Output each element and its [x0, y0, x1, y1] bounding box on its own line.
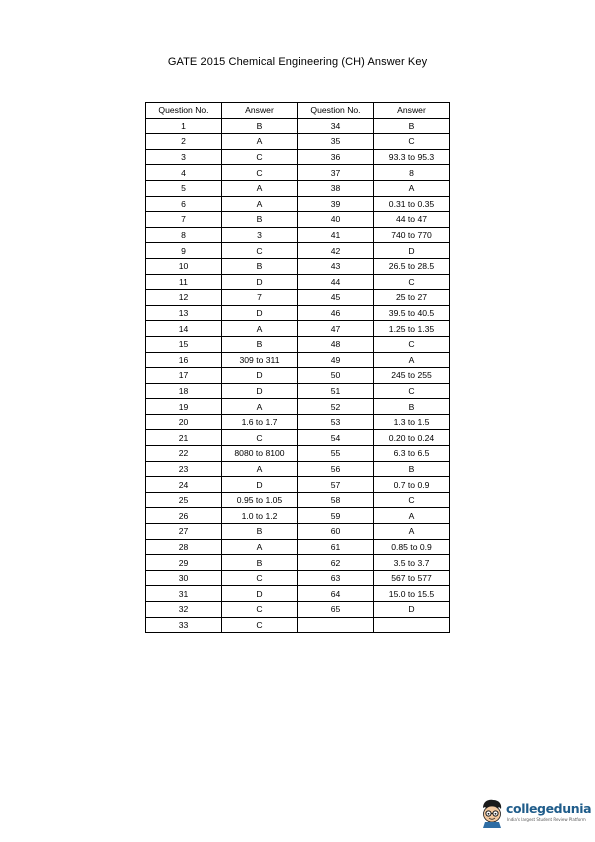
- table-row: [146, 227, 450, 243]
- cell-question-no-left: 30: [146, 570, 222, 586]
- table-row: [146, 321, 450, 337]
- cell-question-no-right: 47: [298, 321, 374, 337]
- cell-question-no-right: 44: [298, 274, 374, 290]
- page-title: GATE 2015 Chemical Engineering (CH) Answer Key: [167, 56, 428, 68]
- cell-question-no-right: 41: [298, 227, 374, 243]
- cell-answer-right: 44 to 47: [374, 212, 450, 228]
- cell-question-no-left: 20: [146, 414, 222, 430]
- cell-question-no-right: 52: [298, 399, 374, 415]
- cell-question-no-left: 4: [146, 165, 222, 181]
- header-answer-right: Answer: [374, 103, 450, 119]
- answer-key-table: [145, 102, 450, 633]
- cell-question-no-left: 15: [146, 336, 222, 352]
- cell-answer-left: C: [222, 602, 298, 618]
- cell-question-no-left: 5: [146, 180, 222, 196]
- cell-answer-right: 0.31 to 0.35: [374, 196, 450, 212]
- cell-answer-right: A: [374, 524, 450, 540]
- table-row: [146, 446, 450, 462]
- cell-answer-left: A: [222, 180, 298, 196]
- cell-answer-right: A: [374, 508, 450, 524]
- cell-question-no-left: 26: [146, 508, 222, 524]
- cell-answer-right: 8: [374, 165, 450, 181]
- cell-answer-right: 6.3 to 6.5: [374, 446, 450, 462]
- cell-question-no-right: 63: [298, 570, 374, 586]
- table-row: [146, 352, 450, 368]
- table-row: [146, 305, 450, 321]
- cell-answer-left: A: [222, 134, 298, 150]
- cell-answer-left: 0.95 to 1.05: [222, 492, 298, 508]
- cell-question-no-right: 55: [298, 446, 374, 462]
- cell-question-no-right: 62: [298, 555, 374, 571]
- cell-answer-left: C: [222, 149, 298, 165]
- cell-question-no-left: 9: [146, 243, 222, 259]
- cell-question-no-left: 14: [146, 321, 222, 337]
- cell-question-no-right: 61: [298, 539, 374, 555]
- table-row: [146, 555, 450, 571]
- cell-answer-left: D: [222, 477, 298, 493]
- cell-question-no-left: 32: [146, 602, 222, 618]
- cell-answer-left: B: [222, 524, 298, 540]
- table-row: [146, 290, 450, 306]
- cell-answer-left: D: [222, 368, 298, 384]
- cell-answer-right: 39.5 to 40.5: [374, 305, 450, 321]
- cell-question-no-left: 19: [146, 399, 222, 415]
- table-row: [146, 180, 450, 196]
- cell-answer-right: C: [374, 383, 450, 399]
- table-row: [146, 118, 450, 134]
- cell-question-no-right: 53: [298, 414, 374, 430]
- cell-answer-left: A: [222, 539, 298, 555]
- cell-answer-right: B: [374, 461, 450, 477]
- table-row: [146, 134, 450, 150]
- cell-answer-left: A: [222, 321, 298, 337]
- cell-answer-left: A: [222, 461, 298, 477]
- cell-answer-right: 0.85 to 0.9: [374, 539, 450, 555]
- cell-question-no-left: 23: [146, 461, 222, 477]
- table-row: [146, 461, 450, 477]
- student-mascot-icon: [479, 798, 505, 828]
- cell-question-no-left: 21: [146, 430, 222, 446]
- cell-answer-right: 26.5 to 28.5: [374, 258, 450, 274]
- cell-answer-left: C: [222, 570, 298, 586]
- cell-question-no-left: 31: [146, 586, 222, 602]
- table-row: [146, 149, 450, 165]
- cell-answer-right: 0.20 to 0.24: [374, 430, 450, 446]
- cell-question-no-left: 17: [146, 368, 222, 384]
- cell-question-no-right: 58: [298, 492, 374, 508]
- cell-answer-right: 245 to 255: [374, 368, 450, 384]
- cell-answer-right: C: [374, 134, 450, 150]
- cell-answer-left: A: [222, 196, 298, 212]
- cell-answer-right: [374, 617, 450, 633]
- cell-question-no-right: 37: [298, 165, 374, 181]
- cell-answer-left: C: [222, 430, 298, 446]
- cell-question-no-right: 65: [298, 602, 374, 618]
- cell-answer-right: 3.5 to 3.7: [374, 555, 450, 571]
- logo-tagline: India's largest Student Review Platform: [507, 817, 586, 822]
- cell-answer-right: 1.25 to 1.35: [374, 321, 450, 337]
- cell-answer-left: C: [222, 243, 298, 259]
- header-answer-left: Answer: [222, 103, 298, 119]
- cell-answer-right: D: [374, 243, 450, 259]
- table-row: [146, 617, 450, 633]
- cell-answer-left: D: [222, 305, 298, 321]
- cell-answer-left: D: [222, 383, 298, 399]
- cell-answer-left: D: [222, 274, 298, 290]
- cell-answer-left: B: [222, 118, 298, 134]
- cell-question-no-left: 10: [146, 258, 222, 274]
- cell-question-no-right: 39: [298, 196, 374, 212]
- cell-answer-right: A: [374, 352, 450, 368]
- cell-answer-left: B: [222, 336, 298, 352]
- table-row: [146, 539, 450, 555]
- table-header-row: [146, 103, 450, 119]
- cell-answer-left: 7: [222, 290, 298, 306]
- logo-brand-text: collegedunia: [506, 801, 592, 816]
- table-row: [146, 508, 450, 524]
- cell-question-no-left: 18: [146, 383, 222, 399]
- table-row: [146, 570, 450, 586]
- cell-answer-left: B: [222, 212, 298, 228]
- table-row: [146, 258, 450, 274]
- cell-answer-left: 309 to 311: [222, 352, 298, 368]
- header-question-no-left: Question No.: [146, 103, 222, 119]
- cell-answer-right: 93.3 to 95.3: [374, 149, 450, 165]
- cell-question-no-right: [298, 617, 374, 633]
- collegedunia-logo: [479, 798, 592, 832]
- cell-question-no-right: 40: [298, 212, 374, 228]
- cell-question-no-right: 56: [298, 461, 374, 477]
- cell-answer-right: 740 to 770: [374, 227, 450, 243]
- table-row: [146, 336, 450, 352]
- cell-question-no-right: 54: [298, 430, 374, 446]
- cell-question-no-left: 8: [146, 227, 222, 243]
- table-row: [146, 274, 450, 290]
- cell-question-no-right: 51: [298, 383, 374, 399]
- cell-answer-right: D: [374, 602, 450, 618]
- cell-answer-right: C: [374, 274, 450, 290]
- table-row: [146, 414, 450, 430]
- table-row: [146, 368, 450, 384]
- cell-question-no-right: 46: [298, 305, 374, 321]
- cell-question-no-left: 2: [146, 134, 222, 150]
- cell-answer-right: 25 to 27: [374, 290, 450, 306]
- cell-question-no-left: 25: [146, 492, 222, 508]
- cell-question-no-left: 27: [146, 524, 222, 540]
- cell-question-no-right: 49: [298, 352, 374, 368]
- table-row: [146, 243, 450, 259]
- cell-question-no-left: 16: [146, 352, 222, 368]
- cell-answer-left: 1.0 to 1.2: [222, 508, 298, 524]
- cell-answer-left: 1.6 to 1.7: [222, 414, 298, 430]
- table-row: [146, 524, 450, 540]
- table-row: [146, 399, 450, 415]
- table-row: [146, 492, 450, 508]
- cell-answer-left: A: [222, 399, 298, 415]
- cell-question-no-left: 13: [146, 305, 222, 321]
- cell-answer-right: B: [374, 118, 450, 134]
- cell-question-no-right: 36: [298, 149, 374, 165]
- cell-answer-left: 3: [222, 227, 298, 243]
- table-row: [146, 586, 450, 602]
- table-row: [146, 196, 450, 212]
- cell-answer-left: B: [222, 258, 298, 274]
- table-row: [146, 165, 450, 181]
- cell-answer-left: 8080 to 8100: [222, 446, 298, 462]
- cell-question-no-left: 3: [146, 149, 222, 165]
- cell-question-no-left: 12: [146, 290, 222, 306]
- cell-question-no-right: 59: [298, 508, 374, 524]
- cell-answer-right: C: [374, 492, 450, 508]
- cell-answer-right: 1.3 to 1.5: [374, 414, 450, 430]
- cell-question-no-right: 64: [298, 586, 374, 602]
- cell-answer-right: A: [374, 180, 450, 196]
- cell-question-no-right: 34: [298, 118, 374, 134]
- cell-answer-right: C: [374, 336, 450, 352]
- cell-question-no-right: 42: [298, 243, 374, 259]
- cell-answer-right: 15.0 to 15.5: [374, 586, 450, 602]
- cell-answer-right: 0.7 to 0.9: [374, 477, 450, 493]
- cell-question-no-right: 57: [298, 477, 374, 493]
- cell-question-no-right: 60: [298, 524, 374, 540]
- table-row: [146, 602, 450, 618]
- cell-question-no-left: 28: [146, 539, 222, 555]
- cell-question-no-right: 50: [298, 368, 374, 384]
- cell-answer-left: D: [222, 586, 298, 602]
- cell-answer-left: B: [222, 555, 298, 571]
- cell-question-no-left: 33: [146, 617, 222, 633]
- table-row: [146, 212, 450, 228]
- table-body: [146, 118, 450, 633]
- cell-question-no-left: 1: [146, 118, 222, 134]
- cell-question-no-left: 7: [146, 212, 222, 228]
- cell-answer-right: 567 to 577: [374, 570, 450, 586]
- cell-question-no-left: 29: [146, 555, 222, 571]
- cell-answer-left: C: [222, 165, 298, 181]
- table-row: [146, 383, 450, 399]
- cell-question-no-right: 38: [298, 180, 374, 196]
- cell-question-no-right: 35: [298, 134, 374, 150]
- table-row: [146, 477, 450, 493]
- cell-question-no-left: 6: [146, 196, 222, 212]
- cell-question-no-right: 45: [298, 290, 374, 306]
- cell-question-no-left: 22: [146, 446, 222, 462]
- cell-question-no-left: 24: [146, 477, 222, 493]
- table-row: [146, 430, 450, 446]
- cell-answer-right: B: [374, 399, 450, 415]
- cell-question-no-right: 48: [298, 336, 374, 352]
- header-question-no-right: Question No.: [298, 103, 374, 119]
- cell-answer-left: C: [222, 617, 298, 633]
- cell-question-no-right: 43: [298, 258, 374, 274]
- cell-question-no-left: 11: [146, 274, 222, 290]
